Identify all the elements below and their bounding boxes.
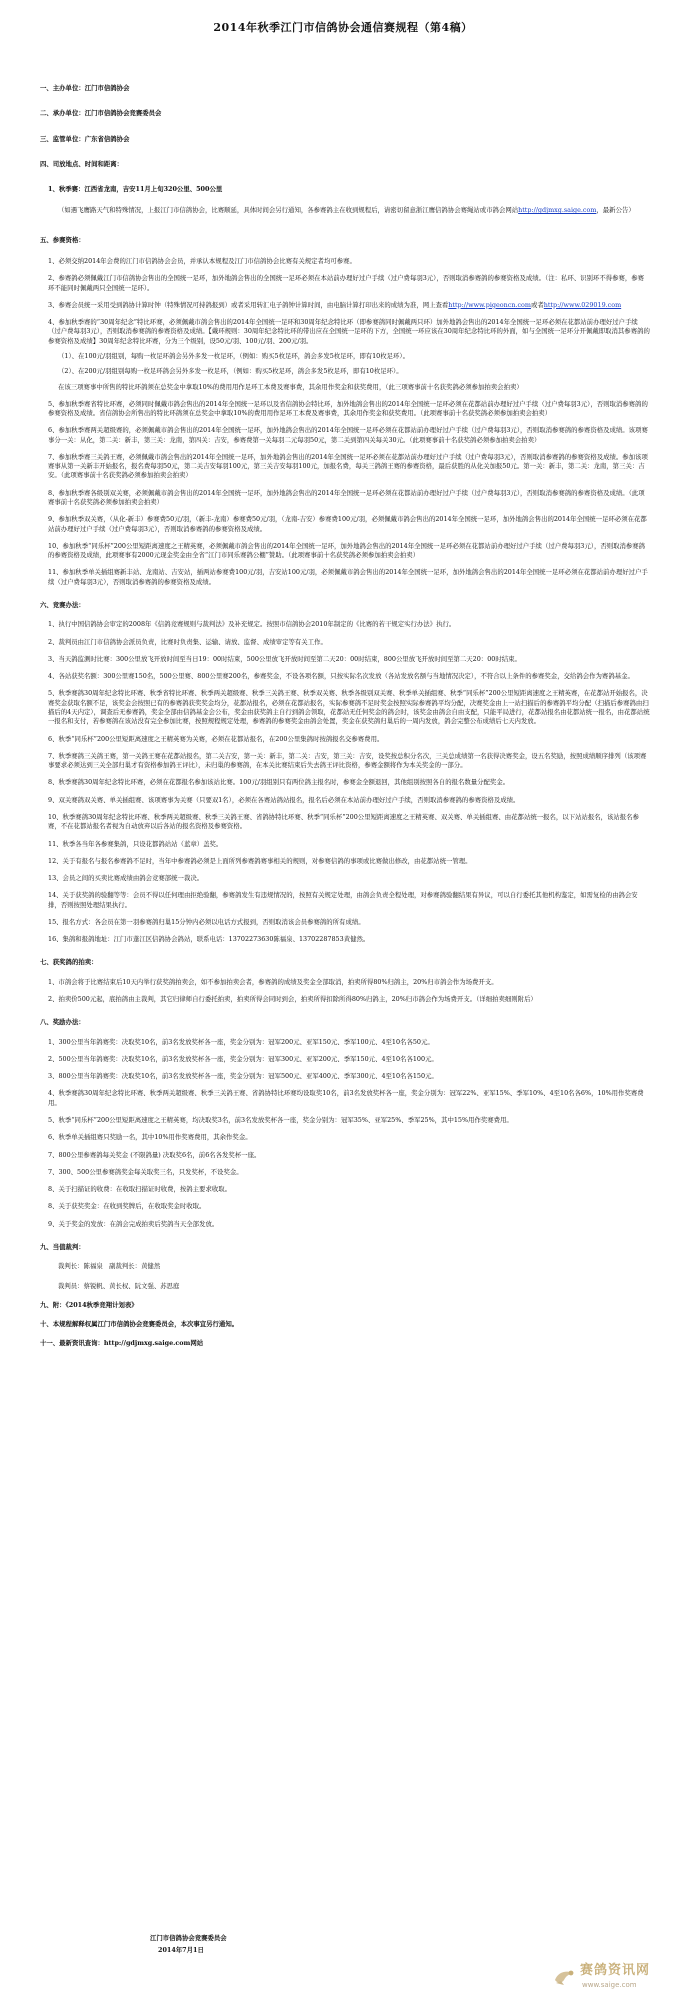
referee-members: 裁判员：蔡锐帆、黄长权、阮文强、苏思庭 — [58, 1281, 180, 1290]
schedule-note-tail: ，最新公告） — [596, 206, 635, 215]
news-suffix: 网站 — [190, 1339, 204, 1348]
rule-item: 11、秋季各当年各参赛集鸽，只设花都鸽站站（蓝章）盖奖。 — [48, 839, 223, 848]
rule-item: 4、各站获奖名额：300公里赛150名，500公里赛、800公里赛200名，参赛奖金，不设各项名额，只按实际名次发放（各站发放名额与当地情况决定），不符合以上条件的参赛奖金，交给鸽会作为赛鸽基金。 — [48, 672, 634, 681]
rule-item: 1、执行中国信鸽协会审定的2008年《信鸽竞赛规则与裁判法》及补充规定。按照市信鸽协会2010年制定的《比赛的若干规定实行办法》执行。 — [48, 620, 456, 629]
section-organizer: 一、主办单位：江门市信鸽协会 — [40, 84, 130, 92]
schedule-note — [40, 206, 650, 215]
eligibility-item: 10、参加秋季“同乐杯”200公里短距离速度之王精英赛，必须佩戴市鸽会售出的2014年全国统一足环，加外地鸽会售出的2014年全国统一足环必须在花都站前办理好过户手续（过户费每羽3元），否则取消参赛鸽的参赛资格及成绩，此项赛事有2000元现金奖金由全省“江门市同乐赛鸽公棚”赞助。（此项赛事前十名获奖鸽必须参加拍卖会拍卖） — [48, 541, 646, 560]
rule-item: 5、秋季赛鸽30周年纪念特比环赛、秋季省特比环赛、秋季两关超级赛、秋季三关鸽王赛、秋季双关赛、秋季各级别双关赛、秋季单关插组赛、秋季“同乐杯”200公里短距离速度之王精英赛，在花都站开始报名，决赛奖金获取名额不足，该奖金会按照已有的参赛鸽获奖奖金均分，花都站报名，必须在花都站报名，实际参赛鸽不足时奖金按照实际参赛鸽平均分配，决赛奖金由上一站扫描后的参赛鸽平均分配（扫描后参赛鸽由扫描后的4天内定），调查后无参赛鸽，奖金全部由信鸽基金会公布，奖金由获奖鸽主自行到鸽会领取，花都站无任何奖金的鸽会时，该奖金由鸽会自由支配，只能平局进行，花都站报名由花都站统一报名，由花都站统一报名和支付，若参赛鸽在该站没有完全参加比赛，按照规程规定处理，参赛鸽的参赛奖金由鸽会处置，奖金在获奖鸽归巢后的一周内发放，鸽会完整公布成绩后七天内发放。 — [48, 689, 650, 726]
eligibility-item: 1、必须交纳2014年会费的江门市信鸽协会会员，并承认本规程及江门市信鸽协会比赛有关规定者均可参赛。 — [48, 256, 356, 265]
rule-item: 7、秋季赛鸽三关鸽王赛，第一关鸽王赛在花都站报名，第二关吉安，第一关：新丰，第二关：吉安，第三关：吉安，设奖按总积分名次，三关总成绩第一名获得决赛奖金，设五名奖励，按照成绩顺序排列（该项赛事要求必须达到三关全部归巢才有资格参加鸽王评比），未归巢的参赛鸽，在本关比赛结束后失去鸽王评比资格，参赛金额将作为本关奖金的一部分。 — [48, 751, 647, 770]
section-attachment: 九、附：《2014秋季竞翔计划表》 — [40, 1300, 138, 1309]
award-item: 2、500公里当年鸽赛奖：决取奖10名，前3名发放奖杯各一座，奖金分别为：冠军300元、亚军200元、季军150元、4至10名各100元。 — [48, 1054, 438, 1063]
section-auction: 七、获奖鸽的拍卖： — [40, 958, 98, 967]
section-supervisor: 三、监管单位：广东省信鸽协会 — [40, 134, 130, 143]
section-time-place: 四、司放地点、时间和距离： — [40, 159, 124, 168]
race-schedule: 1、秋季赛：江西省龙南，吉安11月上旬320公里、500公里 — [48, 185, 223, 194]
eligibility-item: 9、参加秋季双关赛，（从化-新丰）参赛费50元/羽，（新丰-龙南）参赛费50元/羽，（龙南-吉安）参赛费100元/羽，必须佩戴市鸽会售出的2014年全国统一足环，加外地鸽会售出的2014年全国统一足环必须在花都站前办理好过户手续（过户费每羽3元），否则取消参赛鸽的参赛资格及成绩。 — [48, 515, 647, 533]
eligibility-item: 6、参加秋季赛两关超级赛的，必须佩戴市鸽会售出的2014年全国统一足环，加外地鸽会售出的2014年全国统一足环必须在花都站前办理好过户手续（过户费每羽3元），否则取消参赛鸽的参赛资格及成绩。该项赛事分一关：从化，第二关：新丰，第三关：龙南，第四关：吉安，参赛费第一关每羽二元每羽50元，第二关到第四关每关30元。（此项赛事前十名获奖鸽必须参加拍卖会拍卖） — [48, 426, 648, 444]
rule-item: 6、秋季“同乐杯”200公里短距离速度之王精英赛为关赛，必须在花都站报名，在200公里集鸽时按鸽报名交参赛费用。 — [48, 734, 384, 743]
eligibility-item: 2、参赛鸽必须佩戴江门市信鸽协会售出的全国统一足环，加外地鸽会售出的全国统一足环必须在本站前办理好过户手续（过户费每羽3元），否则取消参赛鸽的参赛资格及成绩。（注：私环、识别环不得参赛，参赛环不能同时佩戴两只全国统一足环）。 — [48, 274, 645, 292]
rule-item: 9、双关赛鸽双关赛、单关插组赛、该项赛事为关赛（只要双1名），必须在各赛站鸽站报名，报名后必须在本站前办理好过户手续，否则取消参赛鸽的参赛资格及成绩。 — [48, 795, 520, 804]
award-item: 8、关于获奖奖金：在收到奖牌后，在收取奖金时收取。 — [48, 1202, 206, 1211]
schedule-note-text: （如遇飞鹰路天气和特殊情况，上报江门市信鸽协会，比赛顺延，具体时间会另行通知，各参赛鸽主在收到规程后，请密切留意浙江鹰信鸽协会赛绳站或市鸽会网站 — [58, 206, 519, 215]
rule-item: 14、关于获奖鸽的验翻等等：会员不得以任何理由拒绝验翻，参赛鸽发生有违规情况的，按照有关规定处理，由鸽会负责全程处理，对参赛鸽验翻结果有异议，可以自行委托其他机构鉴定，如需复检的由鸽会安排，否则按照处理结果执行。 — [48, 891, 638, 909]
auction-item: 1、市鸽会将于比赛结束后10天内举行获奖鸽拍卖会，如不参加拍卖会者，参赛鸽的成绩及奖金全部取消，拍卖所得80%归鸽主，20%归市鸽会作为场费开支。 — [48, 977, 498, 986]
eligibility-item: 11、参加秋季单关插组赛新丰站、龙南站、吉安站，插两站参赛费100元/羽，吉安站100元/羽，必须佩戴市鸽会售出的2014年全国统一足环，加外地鸽会售出的2014年全国统一足环必须在花都站前办理好过户手续（过户费每羽3元），否则取消参赛鸽的参赛资格及成绩。 — [48, 568, 648, 586]
auction-item: 2、拍卖价500元起，底拍鸽由主裁判，其它归律师自行委托拍卖，拍卖所得会同时到会，拍卖所得扣除所得80%归鸽主，20%归市鸽会作为场费开支。（详细拍卖细则附后） — [48, 995, 537, 1004]
award-item: 4、秋季赛鸽30周年纪念特比环赛、秋季两关超级赛、秋季三关鸽王赛、省鸽协特比环赛均设取奖10名，前3名发放奖杯各一座，奖金分别为：冠军22%、亚军15%、季军10%、4至10名各6%，10%用作奖赛费用。 — [48, 1089, 644, 1107]
award-item: 8、关于扫描证的收费：在收取扫描证时收费，按鸽主要求收取。 — [48, 1185, 232, 1194]
award-item: 6、秋季单关插组赛只奖励一名，其中10%用作奖赛费用，其余作奖金。 — [48, 1133, 252, 1142]
award-item: 9、关于奖金的发放：在鸽会完成拍卖后奖鸽当天全部发放。 — [48, 1219, 219, 1228]
section-host: 二、承办单位：江门市信鸽协会竞赛委员会 — [40, 109, 162, 118]
watermark-url: www.saige.com — [582, 1981, 637, 1989]
029019-link[interactable]: http://www.029019.com — [543, 300, 622, 309]
section-interpretation: 十、本规程解释权属江门市信鸽协会竞赛委员会，本次事宜另行通知。 — [40, 1320, 239, 1329]
section-awards: 八、奖励办法： — [40, 1018, 85, 1027]
rule-item: 12、关于有报名与报名参赛鸽不足时，当年中参赛鸽必须是上面所列参赛鸽赛事相关的规则，对参赛信鸽的事项或比赛做出修改，由花都站统一管理。 — [48, 856, 472, 865]
eligibility-item — [40, 301, 650, 310]
news-website-link[interactable]: http://gdjmxg.saige.com — [103, 1339, 191, 1348]
link-separator: 或者 — [530, 300, 544, 309]
eligibility-item: 8、参加秋季赛各级别双关赛，必须佩戴市鸽会售出的2014年全国统一足环，加外地鸽会售出的2014年全国统一足环必须在花都站前办理好过户手续（过户费每羽3元），否则取消参赛鸽的参赛资格及成绩。（此项赛事前十名获奖鸽必须参加拍卖会拍卖） — [48, 488, 645, 507]
eligibility-subitem: 在该三项赛事中所售的特比环鸽须在总奖金中拿取10%的费用用作足环工本费及赛事费，其余用作奖金和获奖费用，（此三项赛事前十名获奖鸽必须参加拍卖会拍卖） — [58, 382, 523, 391]
award-item: 1、300公里当年鸽赛奖：决取奖10名，前3名发放奖杯各一座，奖金分别为：冠军200元、亚军150元、季军100元、4至10名各50元。 — [48, 1037, 434, 1046]
eligibility-item: 7、参加秋季赛三关鸽王赛，必须佩戴市鸽会售出的2014年全国统一足环，加外地鸽会售出的2014年全国统一足环必须在花都站前办理好过户手续（过户费每羽3元），否则取消参赛鸽的参赛资格及成绩。参加该项赛事从第一关新丰开始报名，报名费每羽50元，第二关吉安每羽100元，第三关吉安每羽100元，加报名费，每关三鸽鸽王赛的参赛资格，最后获胜的从化关加报50元。第一关：新丰，第二关：龙南，第三关：吉安。（此项赛事前十名获奖鸽必须参加拍卖会拍卖） — [48, 452, 648, 480]
signature-block — [150, 1932, 227, 1956]
section-news — [40, 1339, 650, 1348]
watermark-brand: 赛鸽资讯网 — [580, 1963, 651, 1978]
document-title: 2014年秋季江门市信鸽协会通信赛规程（第4稿） — [213, 21, 473, 34]
referee-chief: 裁判长：陈福泉 副裁判长：黄健然 — [58, 1262, 161, 1271]
watermark — [552, 1962, 676, 1992]
pigeoncn-link[interactable]: http://www.pigeoncn.com — [448, 300, 531, 309]
document-body — [40, 84, 650, 1349]
award-item: 3、800公里当年鸽赛奖：决取奖10名，前3名发放奖杯各一座，奖金分别为：冠军500元、亚军400元、季军300元、4至10名各150元。 — [48, 1072, 438, 1081]
rule-item: 10、秋季赛鸽30周年纪念特比环赛、秋季两关超级赛、秋季三关鸽王赛、省鸽协特比环赛、秋季“同乐杯”200公里短距离速度之王精英赛、双关赛、单关插组赛、由花都站统一报名，以下站站报名，该站报名参赛，不在花都站报名者视为自动放弃以后各站的报名资格及参赛资格。 — [48, 812, 639, 831]
eligibility-item: 4、参加秋季赛的“30周年纪念”特比环赛，必须佩戴市鸽会售出的2014年全国统一足环和30周年纪念特比环（即参赛鸽同时佩戴两只环）加外地鸽会售出的2014年全国统一足环必须在花都站前办理好过户手续（过户费每羽3元），否则取消参赛鸽的参赛资格及成绩。【戴环规则：30周年纪念特比环的带出应在全国统一足环的下方，全国统一环应该在30周年纪念特比环的外面，如与全国统一足环分开佩戴即取消其参赛鸽的参赛资格及成绩】30周年纪念特比环赛，分为三个级别，设50元/羽、100元/羽、200元/羽。 — [48, 318, 650, 345]
award-item: 7、300、500公里参赛鸽奖金每关取奖三名，只发奖杯，不设奖金。 — [48, 1167, 243, 1176]
award-item: 5、秋季“同乐杯”200公里短距离速度之王精英赛，均决取奖3名，前3名发放奖杯各一座，奖金分别为：冠军35%、亚军25%、季军25%，其中15%用作奖赛费用。 — [48, 1116, 513, 1124]
eligibility-subitem: （2）、在200元/羽组别每购一枚足环鸽会另外多发一枚足环，（例如：购买5枚足环，鸽会多发5枚足环，即有10枚足环）。 — [58, 367, 403, 376]
rule-item: 3、当天鸽监测时比赛：300公里放飞开放时间至当日19：00时结束，500公里放飞开放时间至第二天20：00时结束，800公里放飞开放时间至第二天20：00时结束。 — [48, 654, 521, 663]
rule-item: 16、集鸽和报鸽地址：江门市蓬江区信鸽协会鸽站，联系电话：13702273630陈福泉、13702287853黄健然。 — [48, 935, 370, 944]
section-eligibility: 五、参赛资格： — [40, 235, 85, 244]
issuing-organization: 江门市信鸽协会竞赛委员会 — [150, 1934, 227, 1942]
award-item: 7、800公里参赛鸽每关奖金 (不限鸽量) 决取奖6名，前6名各发奖杯一座。 — [48, 1150, 261, 1159]
rule-item: 15、报名方式：各会员在第一羽参赛鸽归巢15分钟内必须以电话方式报到，否则取消该会员参赛鸽的所有成绩。 — [48, 917, 365, 926]
rule-item: 8、秋季赛鸽30周年纪念特比环赛，必须在花都报名参加该站比赛。100元/羽组别只有两位鸽主报名时，参赛金全额退回，其他组别按照各自的报名数量分配奖金。 — [48, 778, 510, 787]
rule-item: 2、裁判员由江门市信鸽协会派员负责，比赛时负责集、运输、请放、监督、成绩审定等有关工作。 — [48, 637, 327, 646]
pigeon-logo-icon — [552, 1964, 578, 1988]
rule-item: 13、会员之间的买卖比赛成绩由鸽会竞赛部统一裁决。 — [48, 874, 204, 883]
news-label: 十一、最新资讯查询： — [40, 1339, 104, 1348]
association-website-link[interactable]: http://gdjmxg.saige.com — [518, 206, 597, 215]
section-competition-rules: 六、竞赛办法： — [40, 601, 85, 609]
issue-date: 2014年7月1日 — [158, 1946, 204, 1955]
eligibility-item-text: 3、参赛会员统一采用受到鸽协计算时钟（特殊情况可持鸽报到）或者采用转汇电子鸽钟计算时间，由电脑计算打印出来的成绩为准，网上查看 — [48, 300, 449, 309]
eligibility-subitem: （1）、在100元/羽组别，每购一枚足环鸽会另外多发一枚足环，（例如：购买5枚足环，鸽会多发5枚足环，即有10枚足环）。 — [58, 351, 409, 360]
section-referees: 九、当值裁判： — [40, 1242, 85, 1251]
eligibility-item: 5、参加秋季赛省特比环赛，必须同时佩戴市鸽会售出的2014年全国统一足环以及省信鸽协会特比环，加外地鸽会售出的2014年全国统一足环必须在花都站前办理好过户手续（过户费每羽3元），否则取消参赛鸽的参赛资格及成绩。省信鸽协会所售出的特比环鸽须在总奖金中拿取10%的费用用作足环工本费及赛事费，其余用作奖金和获奖费用。（此项赛事前十名获奖鸽必须参加拍卖会拍卖） — [48, 399, 648, 418]
